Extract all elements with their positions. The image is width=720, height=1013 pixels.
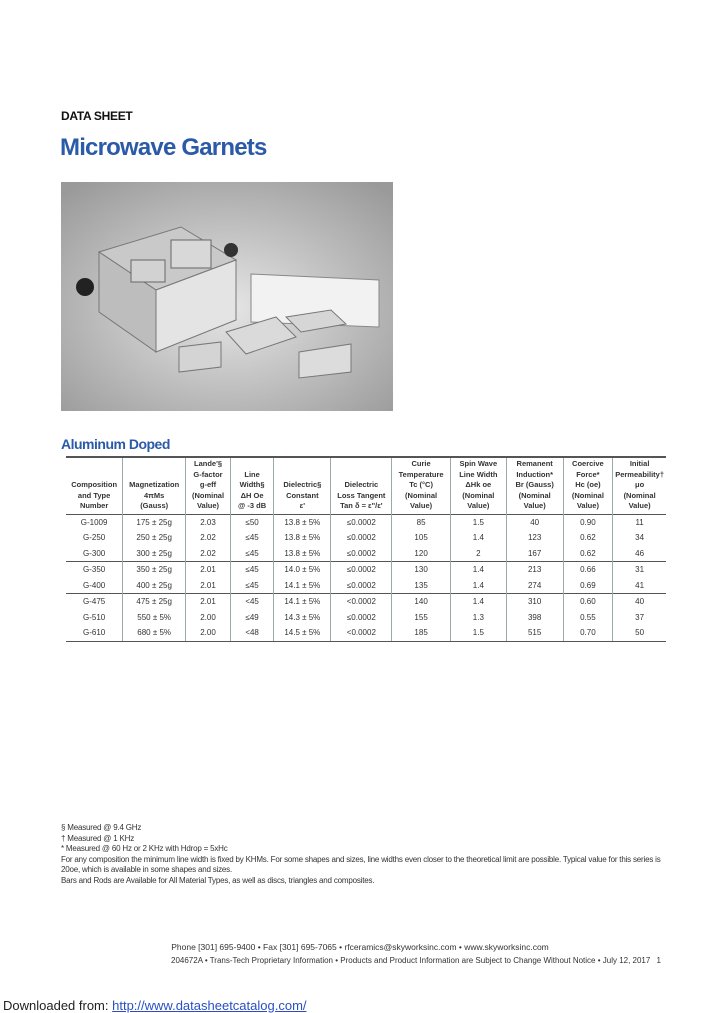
table-cell: 1.5: [450, 514, 506, 530]
table-cell: ≤45: [230, 546, 273, 562]
table-cell: G-1009: [66, 514, 123, 530]
page-title: Microwave Garnets: [60, 134, 267, 161]
header-coercive: Coercive Force* Hc (oe) (Nominal Value): [563, 457, 613, 514]
table-cell: 1.4: [450, 530, 506, 546]
table-cell: 14.0 ± 5%: [274, 562, 331, 578]
table-cell: G-300: [83, 548, 106, 558]
table-cell: 1.4: [450, 594, 506, 610]
header-magnetization: Magnetization 4πMs (Gauss): [123, 457, 186, 514]
download-link[interactable]: http://www.datasheetcatalog.com/: [112, 998, 307, 1013]
table-cell: 34: [613, 530, 666, 546]
table-cell: 475 ± 25g: [123, 594, 186, 610]
table-cell: 14.3 ± 5%: [274, 610, 331, 626]
table-cell: 185: [392, 625, 451, 641]
header-dielectric-constant: Dielectric§ Constant ε': [274, 457, 331, 514]
document-code: 204672A • Trans-Tech Proprietary Information • Products and Product Information are Subject to Change Without Notice • July 12, 2017: [171, 956, 651, 965]
table-cell: 300 ± 25g: [123, 546, 186, 562]
table-cell: 40: [506, 514, 563, 530]
header-permeability: Initial Permeability† μo (Nominal Value): [613, 457, 666, 514]
table-row: [66, 610, 666, 626]
table-row: [66, 594, 666, 610]
garnet-spec-table: [66, 456, 666, 642]
table-cell: 120: [392, 546, 451, 562]
download-source: [3, 998, 307, 1013]
table-cell: 274: [506, 578, 563, 594]
header-composition: Composition and Type Number: [66, 457, 123, 514]
table-cell: 680 ± 5%: [123, 625, 186, 641]
table-cell: 515: [506, 625, 563, 641]
page-number: 1: [656, 956, 661, 965]
table-cell: 1.3: [450, 610, 506, 626]
table-cell: ≤45: [230, 530, 273, 546]
table-cell: 0.55: [563, 610, 613, 626]
table-cell: 31: [613, 562, 666, 578]
table-row: [66, 514, 666, 530]
table-cell: 130: [392, 562, 451, 578]
table-cell: 0.62: [563, 546, 613, 562]
table-cell: 0.62: [563, 530, 613, 546]
table-cell: 350 ± 25g: [123, 562, 186, 578]
table-cell: ≤50: [230, 514, 273, 530]
header-lande-g: Lande'§ G-factor g-eff (Nominal Value): [186, 457, 231, 514]
table-cell: 2.01: [186, 594, 231, 610]
table-cell: ≤49: [230, 610, 273, 626]
table-cell: 2.02: [186, 530, 231, 546]
table-cell: ≤0.0002: [331, 562, 392, 578]
table-cell: G-350: [66, 562, 123, 578]
table-row: [66, 530, 666, 546]
table-cell: 155: [392, 610, 451, 626]
table-cell: 250 ± 25g: [123, 530, 186, 546]
table-cell: 13.8 ± 5%: [274, 530, 331, 546]
header-curie-temp: Curie Temperature Tc (°C) (Nominal Value): [392, 457, 451, 514]
table-cell: 1.5: [450, 625, 506, 641]
table-cell: 175 ± 25g: [123, 514, 186, 530]
table-cell: 1.4: [450, 578, 506, 594]
table-cell: G-510: [83, 612, 106, 622]
table-cell: 14.1 ± 5%: [274, 578, 331, 594]
footnote: For any composition the minimum line width is fixed by KHMs. For some shapes and sizes, line widths even closer to the theoretical limit are possible. Typical value for this series is 20oe, which is available in some shapes and sizes.: [61, 854, 661, 874]
table-cell: ≤0.0002: [331, 610, 392, 626]
table-cell: 50: [613, 625, 666, 641]
table-cell: 1.4: [450, 562, 506, 578]
footnote: Bars and Rods are Available for All Material Types, as well as discs, triangles and composites.: [61, 875, 375, 885]
table-cell: G-610: [66, 625, 123, 641]
table-cell: 85: [392, 514, 451, 530]
table-cell: ≤45: [230, 578, 273, 594]
header-spin-wave: Spin Wave Line Width ΔHk oe (Nominal Value): [450, 457, 506, 514]
footnote: § Measured @ 9.4 GHz: [61, 823, 142, 832]
table-cell: <45: [230, 594, 273, 610]
table-cell: 14.5 ± 5%: [274, 625, 331, 641]
table-cell: G-250: [83, 533, 106, 543]
table-cell: 2.01: [186, 578, 231, 594]
table-cell: ≤0.0002: [331, 514, 392, 530]
table-cell: 41: [613, 578, 666, 594]
table-row: [66, 578, 666, 594]
table-cell: 0.90: [563, 514, 613, 530]
table-cell: 0.69: [563, 578, 613, 594]
table-cell: G-475: [66, 594, 123, 610]
table-cell: 0.66: [563, 562, 613, 578]
table-cell: 2.01: [186, 562, 231, 578]
table-cell: 0.60: [563, 594, 613, 610]
table-cell: 13.8 ± 5%: [274, 546, 331, 562]
table-cell: 0.70: [563, 625, 613, 641]
table-cell: 135: [392, 578, 451, 594]
table-cell: <48: [230, 625, 273, 641]
table-cell: 167: [506, 546, 563, 562]
table-cell: 2: [450, 546, 506, 562]
table-cell: 123: [506, 530, 563, 546]
download-prefix: Downloaded from:: [3, 998, 109, 1013]
table-cell: 13.8 ± 5%: [274, 514, 331, 530]
table-cell: 140: [392, 594, 451, 610]
table-cell: ≤45: [230, 562, 273, 578]
table-cell: ≤0.0002: [331, 546, 392, 562]
table-cell: 46: [613, 546, 666, 562]
header-loss-tangent: Dielectric Loss Tangent Tan δ = ε"/ε': [331, 457, 392, 514]
table-row: [66, 546, 666, 562]
section-title: Aluminum Doped: [61, 436, 170, 452]
product-photo: [61, 182, 393, 411]
table-cell: 400 ± 25g: [123, 578, 186, 594]
page-footer: [61, 956, 661, 968]
table-cell: 213: [506, 562, 563, 578]
table-cell: <0.0002: [331, 594, 392, 610]
footnotes: [61, 823, 661, 886]
contact-line: Phone [301] 695-9400 • Fax [301] 695-7065 • rfceramics@skyworksinc.com • www.skyworksinc.com: [171, 942, 549, 952]
table-cell: ≤0.0002: [331, 578, 392, 594]
table-cell: 310: [506, 594, 563, 610]
table-cell: 37: [613, 610, 666, 626]
table-cell: 2.00: [186, 610, 231, 626]
doc-type-label: DATA SHEET: [61, 109, 133, 123]
table-cell: 105: [392, 530, 451, 546]
table-cell: <0.0002: [331, 625, 392, 641]
table-header-row: [66, 457, 666, 514]
table-cell: 2.02: [186, 546, 231, 562]
table-cell: 40: [613, 594, 666, 610]
table-cell: 398: [506, 610, 563, 626]
footnote: * Measured @ 60 Hz or 2 KHz with Hdrop = 5xHc: [61, 844, 228, 853]
table-cell: 11: [613, 514, 666, 530]
header-line-width: Line Width§ ΔH Oe @ -3 dB: [230, 457, 273, 514]
table-cell: G-400: [83, 580, 106, 590]
table-row: [66, 625, 666, 641]
table-row: [66, 562, 666, 578]
header-remanent: Remanent Induction* Br (Gauss) (Nominal Value): [506, 457, 563, 514]
table-cell: 2.03: [186, 514, 231, 530]
table-cell: 2.00: [186, 625, 231, 641]
table-cell: 14.1 ± 5%: [274, 594, 331, 610]
footnote: † Measured @ 1 KHz: [61, 833, 134, 843]
table-cell: 550 ± 5%: [123, 610, 186, 626]
table-cell: ≤0.0002: [331, 530, 392, 546]
